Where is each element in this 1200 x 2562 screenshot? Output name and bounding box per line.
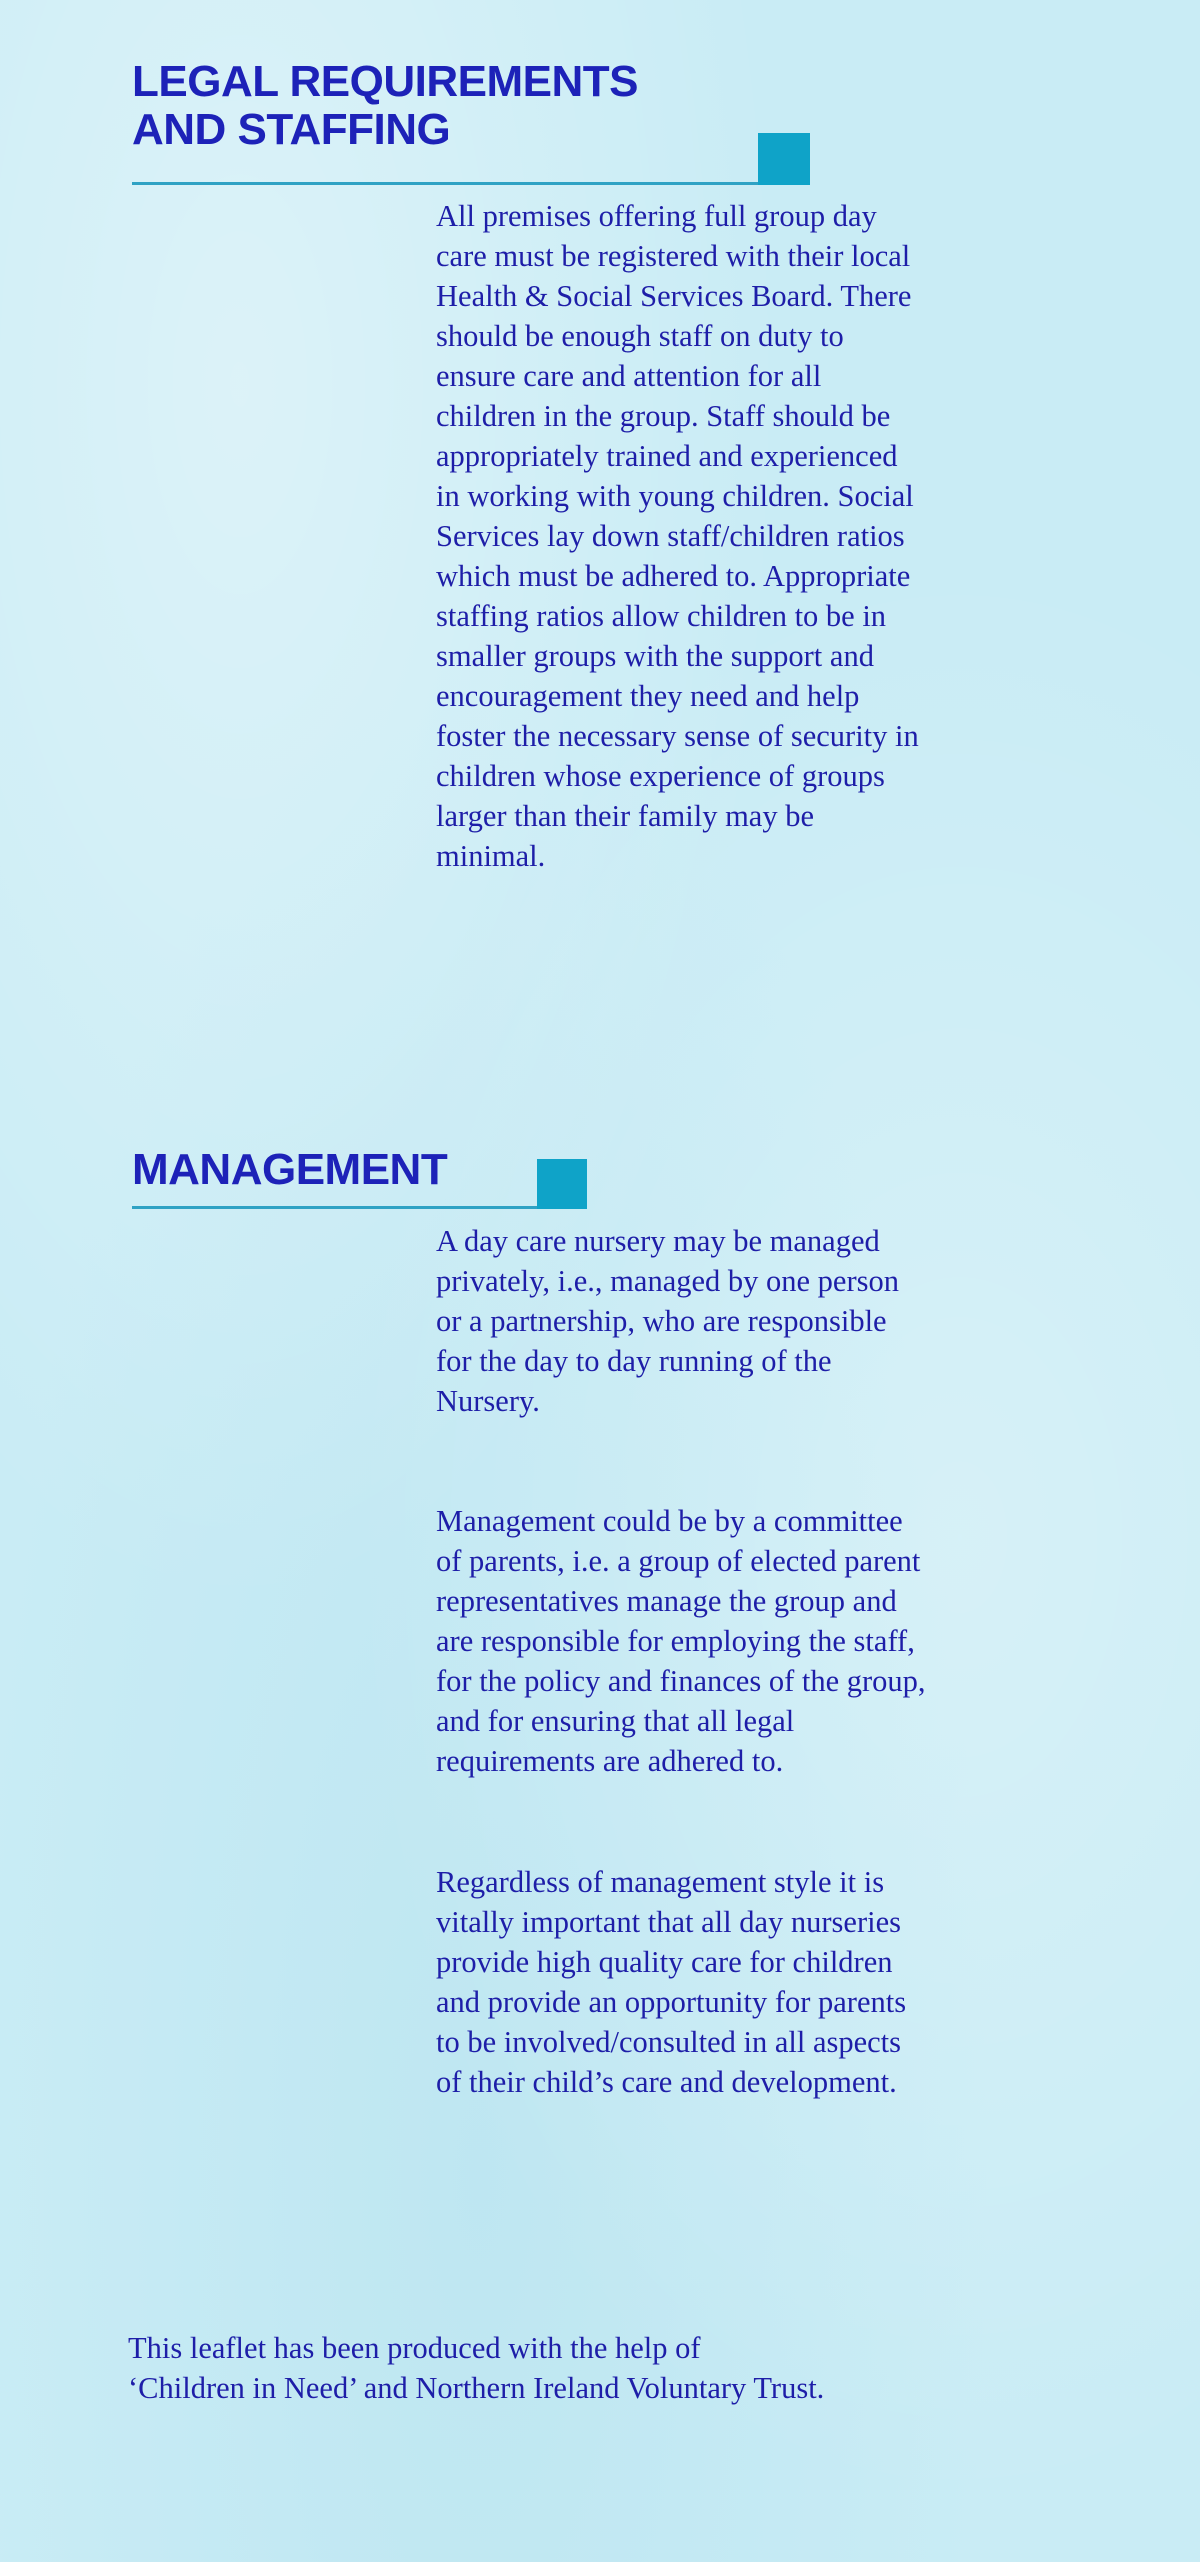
accent-square [537,1159,587,1209]
heading-line: AND STAFFING [132,105,451,154]
heading-underline [132,1206,584,1209]
legal-body-text: All premises offering full group day care must be registered with their local Health & Social Services Board. There should be enough staff on duty to ensure care and attention for all children in the group. Staff should be appropriately trained and experienced in working with young children. Social Services lay down staff/children ratios which must be adhered to. Appropriate staffing ratios allow children to be in smaller groups with the support and encouragement they need and help foster the necessary sense of security in children whose experience of groups larger than their family may be minimal. [436,199,919,873]
accent-square [758,133,810,185]
management-paragraph-3: Regardless of management style it is vitally important that all day nurseries provide high quality care for children and provide an opportunity for parents to be involved/consulted in all aspects of their child’s care and development. [436,1865,907,2099]
management-paragraph-1: A day care nursery may be managed privately, i.e., managed by one person or a partnership, who are responsible for the day to day running of the Nursery. [436,1224,899,1418]
heading-underline [132,182,808,185]
heading-management: MANAGEMENT [132,1145,448,1194]
heading-line: LEGAL REQUIREMENTS [132,57,639,106]
management-paragraph-2: Management could be by a committee of parents, i.e. a group of elected parent representatives manage the group and are responsible for employing the staff, for the policy and finances of the group, and for ensuring that all legal requirements are adhered to. [436,1504,926,1778]
footer-credit: This leaflet has been produced with the help of ‘Children in Need’ and Northern Ireland Voluntary Trust. [128,2331,825,2405]
heading-legal-requirements [132,58,638,154]
